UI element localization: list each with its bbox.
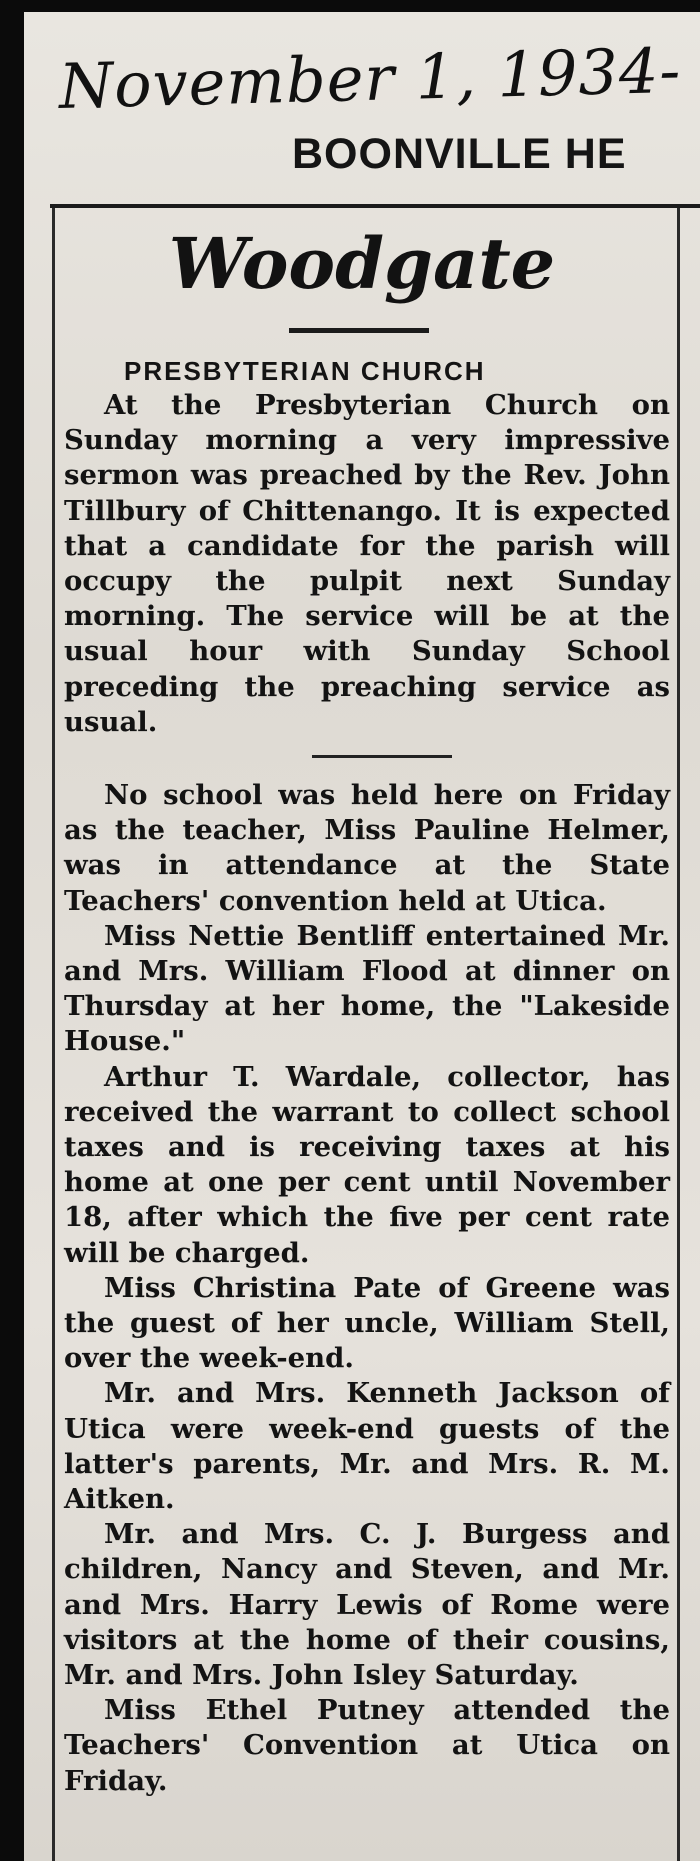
news-item: Miss Ethel Putney attended the Teachers' Convention at Utica on Friday. [64,1694,670,1797]
column-title: Woodgate [168,222,556,305]
newspaper-masthead: BOONVILLE HE [292,130,627,178]
section-heading: PRESBYTERIAN CHURCH [124,356,486,386]
news-item: Arthur T. Wardale, collector, has received the warrant to collect school taxes and is receiving taxes at his home at one per cent until November 18, after which the five per cent rate will be charged. [64,1060,670,1269]
top-rule [50,204,700,208]
news-items [64,778,670,1799]
news-item: No school was held here on Friday as the teacher, Miss Pauline Helmer, was in attendance at the State Teachers' convention held at Utica. [64,779,670,917]
section-divider [312,755,452,758]
newspaper-clipping [24,12,700,1861]
title-divider [289,328,429,333]
church-paragraph: At the Presbyterian Church on Sunday morning a very impressive sermon was preached by the Rev. John Tillbury of Chittenango. It is expected that a candidate for the parish will occupy the pulpit next Sunday morning. The service will be at the usual hour with Sunday School preceding the preaching service as usual. [64,389,670,738]
handwritten-date: November 1, 1934- [58,33,683,123]
news-item: Miss Nettie Bentliff entertained Mr. and Mrs. William Flood at dinner on Thursday at her home, the "Lakeside House." [64,919,670,1058]
news-item: Mr. and Mrs. Kenneth Jackson of Utica were week-end guests of the latter's parents, Mr. and Mrs. R. M. Aitken. [64,1377,670,1516]
news-item: Mr. and Mrs. C. J. Burgess and children, Nancy and Steven, and Mr. and Mrs. Harry Lewis of Rome were visitors at the home of their cousins, Mr. and Mrs. John Isley Saturday. [64,1518,670,1692]
news-item: Miss Christina Pate of Greene was the guest of her uncle, William Stell, over the week-end. [64,1271,670,1375]
column-border-right [677,208,680,1861]
column-border-left [52,208,55,1861]
